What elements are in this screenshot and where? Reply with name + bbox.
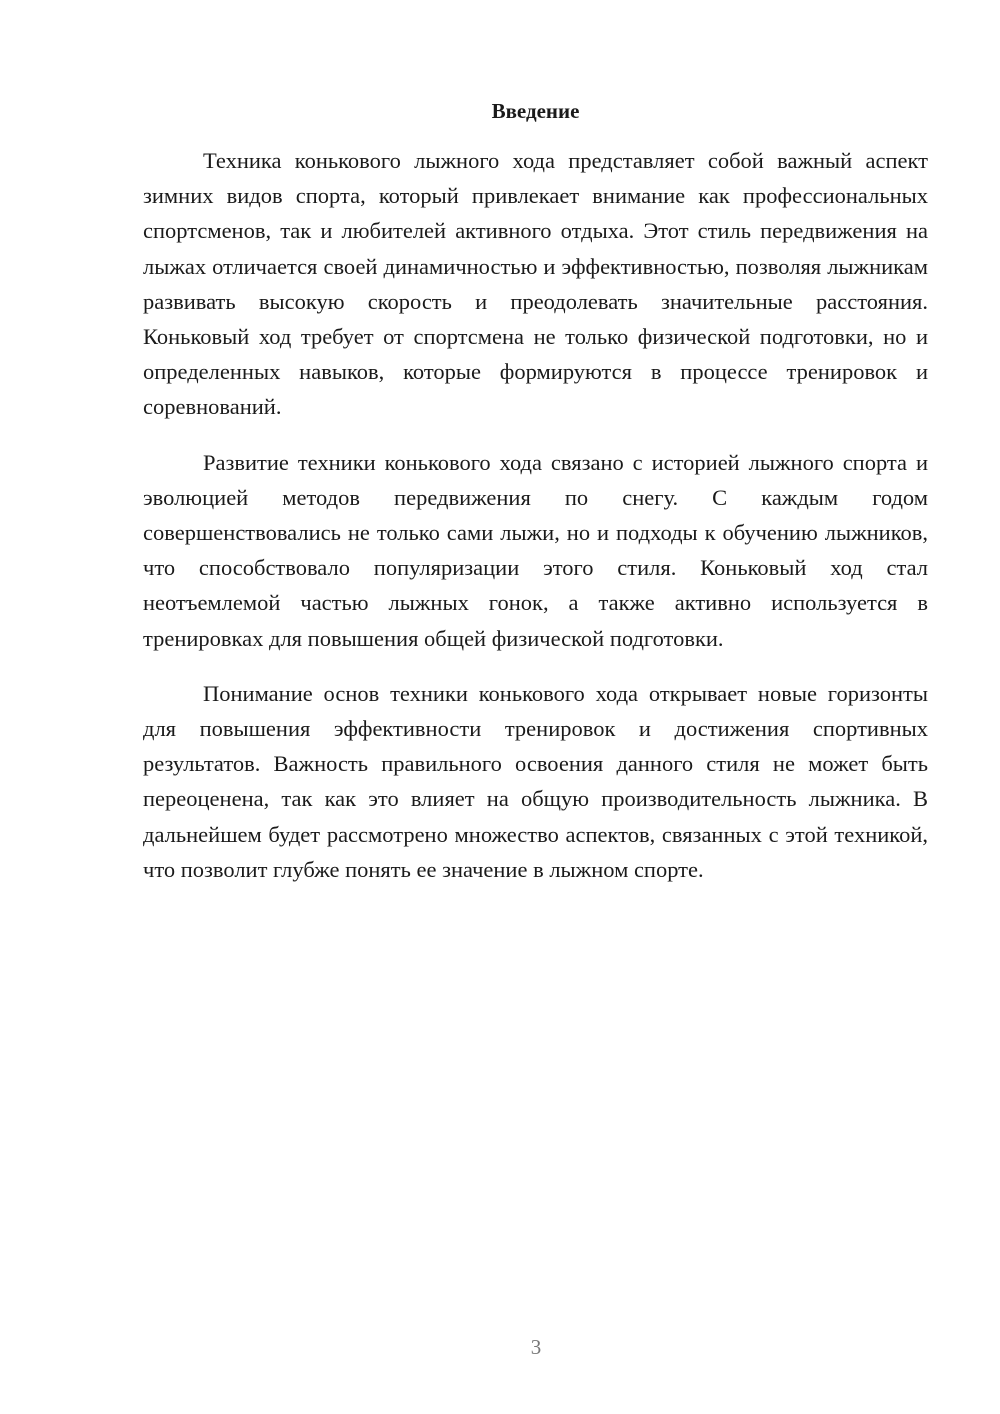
section-title: Введение bbox=[491, 99, 580, 123]
paragraph-2: Развитие техники конькового хода связано с историей лыжного спорта и эволюцией методов передвижения по снегу. С каждым годом совершенствовались не только сами лыжи, но и подходы к обучению лыжников, что способствовало популяризации этого стиля. Коньковый ход стал неотъемлемой частью лыжных гонок, а также активно используется в тренировках для повышения общей физической подготовки. bbox=[143, 449, 928, 651]
body-text bbox=[143, 143, 928, 907]
paragraph-3: Понимание основ техники конькового хода открывает новые горизонты для повышения эффективности тренировок и достижения спортивных результатов. Важность правильного освоения данного стиля не может быть переоценена, так как это влияет на общую производительность лыжника. В дальнейшем будет рассмотрено множество аспектов, связанных с этой техникой, что позволит глубже понять ее значение в лыжном спорте. bbox=[143, 680, 928, 882]
paragraph-1: Техника конькового лыжного хода представляет собой важный аспект зимних видов спорта, который привлекает внимание как профессиональных спортсменов, так и любителей активного отдыха. Этот стиль передвижения на лыжах отличается своей динамичностью и эффективностью, позволяя лыжникам развивать высокую скорость и преодолевать значительные расстояния. Коньковый ход требует от спортсмена не только физической подготовки, но и определенных навыков, которые формируются в процессе тренировок и соревнований. bbox=[143, 148, 928, 420]
page-number: 3 bbox=[530, 1335, 542, 1359]
